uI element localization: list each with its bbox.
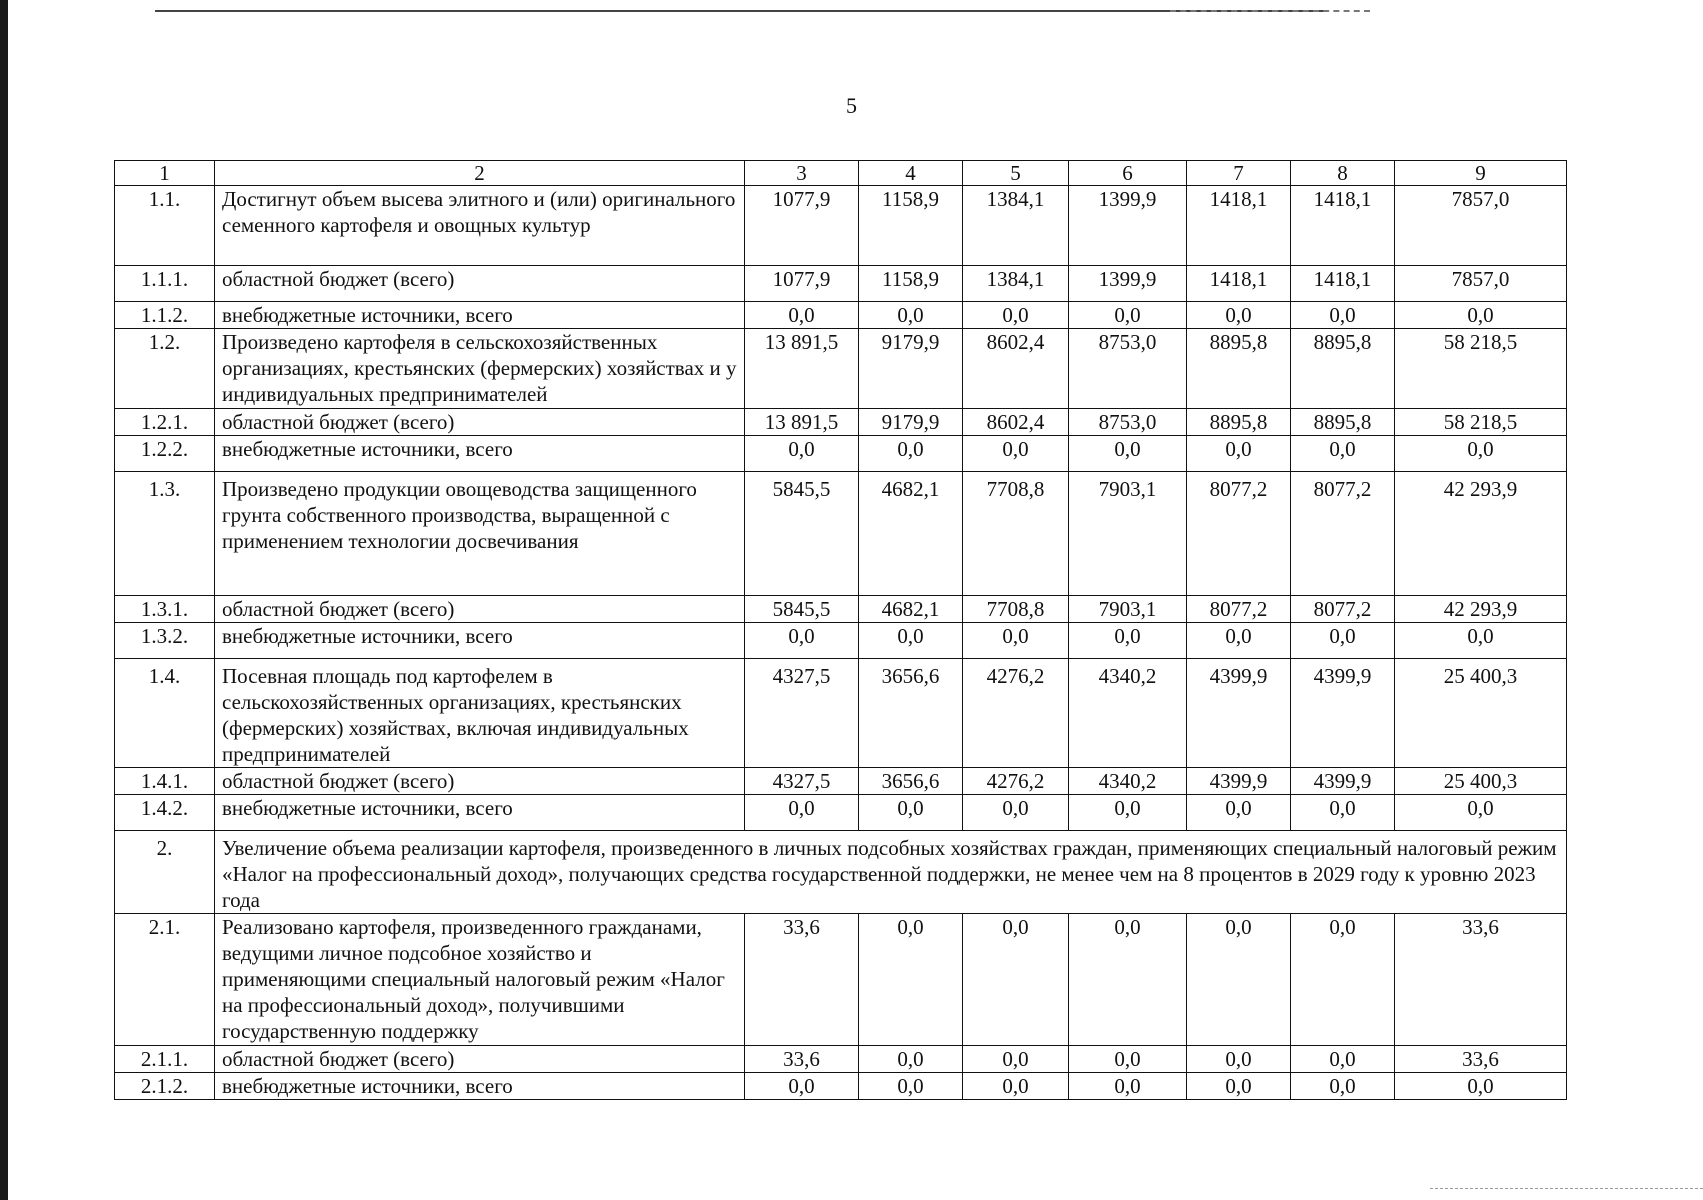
scan-top-rule	[155, 10, 1325, 12]
value-cell: 8077,2	[1291, 472, 1395, 596]
row-label: Произведено картофеля в сельскохозяйственных организациях, крестьянских (фермерских) хозяйствах и у индивидуальных предпринимателей	[215, 329, 745, 409]
value-cell: 1399,9	[1069, 186, 1187, 266]
value-cell: 0,0	[745, 795, 859, 831]
row-label: областной бюджет (всего)	[215, 409, 745, 436]
table-row	[115, 1073, 1567, 1100]
row-number: 1.3.	[115, 472, 215, 596]
value-cell: 4276,2	[963, 659, 1069, 768]
value-cell: 8753,0	[1069, 329, 1187, 409]
value-cell: 0,0	[1069, 436, 1187, 472]
row-label: внебюджетные источники, всего	[215, 623, 745, 659]
table-row	[115, 409, 1567, 436]
value-cell: 0,0	[1187, 1046, 1291, 1073]
value-cell: 0,0	[1069, 623, 1187, 659]
value-cell: 4682,1	[859, 596, 963, 623]
value-cell: 0,0	[859, 1046, 963, 1073]
value-cell: 0,0	[859, 623, 963, 659]
header-cell: 3	[745, 161, 859, 186]
value-cell: 7903,1	[1069, 596, 1187, 623]
section-number: 2.	[115, 831, 215, 914]
value-cell: 8895,8	[1291, 409, 1395, 436]
value-cell: 4340,2	[1069, 768, 1187, 795]
value-cell: 0,0	[1291, 302, 1395, 329]
value-cell: 0,0	[1395, 795, 1567, 831]
value-cell: 4399,9	[1291, 768, 1395, 795]
header-cell: 1	[115, 161, 215, 186]
value-cell: 5845,5	[745, 472, 859, 596]
table-row	[115, 436, 1567, 472]
value-cell: 58 218,5	[1395, 409, 1567, 436]
scan-bottom-rule	[1430, 1188, 1703, 1189]
row-label: областной бюджет (всего)	[215, 1046, 745, 1073]
row-number: 1.1.2.	[115, 302, 215, 329]
value-cell: 1418,1	[1187, 266, 1291, 302]
table-row	[115, 795, 1567, 831]
value-cell: 1418,1	[1187, 186, 1291, 266]
value-cell: 1418,1	[1291, 266, 1395, 302]
value-cell: 7708,8	[963, 472, 1069, 596]
row-label: внебюджетные источники, всего	[215, 1073, 745, 1100]
value-cell: 0,0	[1187, 436, 1291, 472]
table-row	[115, 659, 1567, 768]
value-cell: 0,0	[1187, 914, 1291, 1046]
value-cell: 0,0	[1187, 795, 1291, 831]
value-cell: 0,0	[1395, 623, 1567, 659]
value-cell: 5845,5	[745, 596, 859, 623]
value-cell: 0,0	[963, 623, 1069, 659]
row-number: 2.1.	[115, 914, 215, 1046]
value-cell: 42 293,9	[1395, 472, 1567, 596]
header-cell: 4	[859, 161, 963, 186]
value-cell: 0,0	[1069, 795, 1187, 831]
value-cell: 7903,1	[1069, 472, 1187, 596]
value-cell: 1384,1	[963, 186, 1069, 266]
value-cell: 0,0	[1069, 1046, 1187, 1073]
value-cell: 0,0	[745, 302, 859, 329]
header-cell: 9	[1395, 161, 1567, 186]
value-cell: 0,0	[1187, 302, 1291, 329]
value-cell: 7857,0	[1395, 186, 1567, 266]
value-cell: 0,0	[859, 795, 963, 831]
value-cell: 0,0	[1069, 914, 1187, 1046]
row-label: внебюджетные источники, всего	[215, 436, 745, 472]
scan-left-edge	[0, 0, 8, 1200]
row-number: 1.4.	[115, 659, 215, 768]
table-row	[115, 266, 1567, 302]
row-number: 2.1.2.	[115, 1073, 215, 1100]
value-cell: 0,0	[859, 302, 963, 329]
value-cell: 0,0	[963, 795, 1069, 831]
row-label: Посевная площадь под картофелем в сельскохозяйственных организациях, крестьянских (фермерских) хозяйствах, включая индивидуальных предпринимателей	[215, 659, 745, 768]
value-cell: 8077,2	[1291, 596, 1395, 623]
budget-table	[114, 160, 1567, 1100]
value-cell: 42 293,9	[1395, 596, 1567, 623]
value-cell: 1418,1	[1291, 186, 1395, 266]
header-cell: 6	[1069, 161, 1187, 186]
value-cell: 0,0	[859, 436, 963, 472]
header-cell: 7	[1187, 161, 1291, 186]
value-cell: 4327,5	[745, 659, 859, 768]
value-cell: 0,0	[963, 914, 1069, 1046]
row-label: областной бюджет (всего)	[215, 596, 745, 623]
value-cell: 8895,8	[1187, 409, 1291, 436]
value-cell: 0,0	[1069, 302, 1187, 329]
value-cell: 0,0	[745, 1073, 859, 1100]
section-row	[115, 831, 1567, 914]
value-cell: 0,0	[1291, 1046, 1395, 1073]
value-cell: 0,0	[1291, 795, 1395, 831]
value-cell: 8077,2	[1187, 596, 1291, 623]
value-cell: 1384,1	[963, 266, 1069, 302]
value-cell: 3656,6	[859, 659, 963, 768]
table-row	[115, 914, 1567, 1046]
row-label: внебюджетные источники, всего	[215, 795, 745, 831]
value-cell: 58 218,5	[1395, 329, 1567, 409]
value-cell: 1399,9	[1069, 266, 1187, 302]
value-cell: 33,6	[745, 1046, 859, 1073]
table-row	[115, 186, 1567, 266]
value-cell: 9179,9	[859, 329, 963, 409]
table-row	[115, 768, 1567, 795]
value-cell: 8077,2	[1187, 472, 1291, 596]
value-cell: 33,6	[745, 914, 859, 1046]
section-text: Увеличение объема реализации картофеля, произведенного в личных подсобных хозяйствах граждан, применяющих специальный налоговый режим «Налог на профессиональный доход», получающих средства государственной поддержки, не менее чем на 8 процентов в 2029 году к уровню 2023 года	[215, 831, 1567, 914]
row-number: 1.2.1.	[115, 409, 215, 436]
table-row	[115, 596, 1567, 623]
value-cell: 8753,0	[1069, 409, 1187, 436]
header-cell: 5	[963, 161, 1069, 186]
value-cell: 0,0	[1291, 914, 1395, 1046]
row-number: 1.1.1.	[115, 266, 215, 302]
value-cell: 0,0	[1187, 623, 1291, 659]
value-cell: 8895,8	[1187, 329, 1291, 409]
value-cell: 7708,8	[963, 596, 1069, 623]
row-label: Достигнут объем высева элитного и (или) оригинального семенного картофеля и овощных культур	[215, 186, 745, 266]
value-cell: 0,0	[1395, 1073, 1567, 1100]
row-number: 1.4.1.	[115, 768, 215, 795]
row-number: 2.1.1.	[115, 1046, 215, 1073]
value-cell: 13 891,5	[745, 329, 859, 409]
row-label: областной бюджет (всего)	[215, 266, 745, 302]
value-cell: 4399,9	[1187, 659, 1291, 768]
table-row	[115, 623, 1567, 659]
row-label: внебюджетные источники, всего	[215, 302, 745, 329]
value-cell: 9179,9	[859, 409, 963, 436]
value-cell: 0,0	[963, 1046, 1069, 1073]
header-row	[115, 161, 1567, 186]
value-cell: 1077,9	[745, 266, 859, 302]
header-cell: 2	[215, 161, 745, 186]
value-cell: 4399,9	[1291, 659, 1395, 768]
value-cell: 3656,6	[859, 768, 963, 795]
row-number: 1.2.2.	[115, 436, 215, 472]
value-cell: 4340,2	[1069, 659, 1187, 768]
value-cell: 0,0	[859, 914, 963, 1046]
value-cell: 0,0	[1395, 436, 1567, 472]
value-cell: 0,0	[963, 1073, 1069, 1100]
value-cell: 0,0	[963, 302, 1069, 329]
header-cell: 8	[1291, 161, 1395, 186]
value-cell: 0,0	[963, 436, 1069, 472]
value-cell: 0,0	[745, 623, 859, 659]
value-cell: 33,6	[1395, 1046, 1567, 1073]
row-label: областной бюджет (всего)	[215, 768, 745, 795]
value-cell: 0,0	[859, 1073, 963, 1100]
scan-top-dash	[1170, 10, 1370, 12]
value-cell: 0,0	[1291, 1073, 1395, 1100]
value-cell: 4682,1	[859, 472, 963, 596]
value-cell: 0,0	[1069, 1073, 1187, 1100]
value-cell: 1158,9	[859, 266, 963, 302]
value-cell: 8602,4	[963, 329, 1069, 409]
value-cell: 25 400,3	[1395, 768, 1567, 795]
table-row	[115, 472, 1567, 596]
row-number: 1.2.	[115, 329, 215, 409]
value-cell: 7857,0	[1395, 266, 1567, 302]
value-cell: 0,0	[1395, 302, 1567, 329]
value-cell: 0,0	[1291, 623, 1395, 659]
value-cell: 1077,9	[745, 186, 859, 266]
value-cell: 0,0	[745, 436, 859, 472]
row-label: Произведено продукции овощеводства защищенного грунта собственного производства, выращенной с применением технологии досвечивания	[215, 472, 745, 596]
page-number: 5	[846, 93, 857, 118]
value-cell: 8895,8	[1291, 329, 1395, 409]
value-cell: 0,0	[1187, 1073, 1291, 1100]
row-number: 1.4.2.	[115, 795, 215, 831]
value-cell: 13 891,5	[745, 409, 859, 436]
table-row	[115, 1046, 1567, 1073]
value-cell: 25 400,3	[1395, 659, 1567, 768]
value-cell: 8602,4	[963, 409, 1069, 436]
table-row	[115, 302, 1567, 329]
value-cell: 4327,5	[745, 768, 859, 795]
row-label: Реализовано картофеля, произведенного гражданами, ведущими личное подсобное хозяйство и применяющими специальный налоговый режим «Налог на профессиональный доход», получившими государственную поддержку	[215, 914, 745, 1046]
table-row	[115, 329, 1567, 409]
value-cell: 4276,2	[963, 768, 1069, 795]
value-cell: 0,0	[1291, 436, 1395, 472]
value-cell: 1158,9	[859, 186, 963, 266]
row-number: 1.3.1.	[115, 596, 215, 623]
value-cell: 33,6	[1395, 914, 1567, 1046]
value-cell: 4399,9	[1187, 768, 1291, 795]
row-number: 1.1.	[115, 186, 215, 266]
row-number: 1.3.2.	[115, 623, 215, 659]
